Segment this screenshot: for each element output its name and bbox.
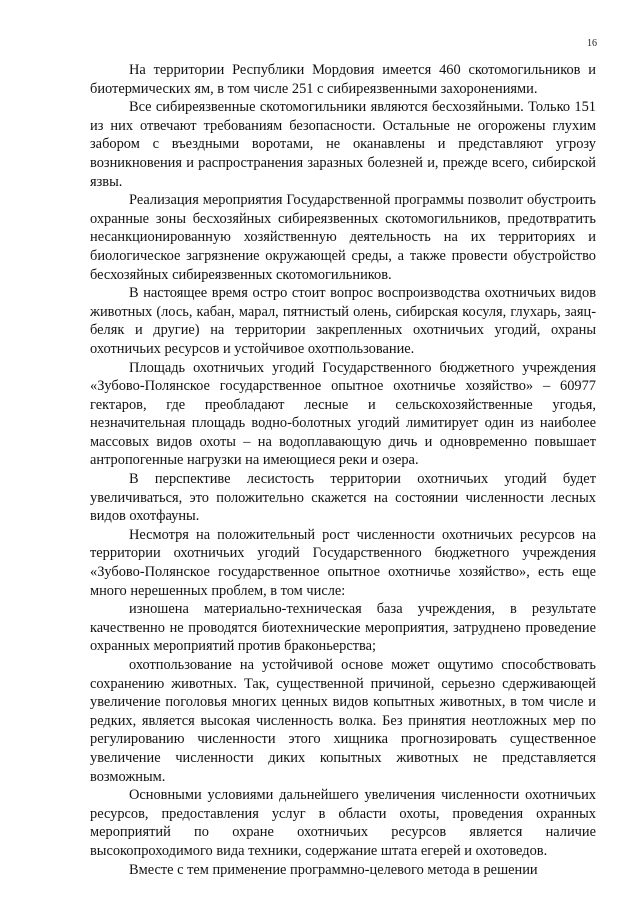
paragraph-program-method: Вместе с тем применение программно-целевого метода в решении bbox=[129, 861, 538, 878]
paragraph-unsolved-problems: Несмотря на положительный рост численности охотничьих ресурсов на территории охотничьих угодий Государственного бюджетного учреждения «Зубово-Полянское государственное опытное охотничье хозяйство», есть еще много нерешенных проблем, в том числе: bbox=[90, 526, 596, 599]
list-item-sustainable-hunting: охотпользование на устойчивой основе может ощутимо способствовать сохранению животных. Так, существенной причиной, серьезно сдерживающей увеличение поголовья многих ценных видов копытных животных, в том числе и редких, является высокая численность волка. Без принятия неотложных мер по регулированию численности этого хищника прогнозировать существенное увеличение численности диких копытных животных не представляется возможным. bbox=[90, 657, 596, 785]
paragraph-forest-cover-outlook: В перспективе лесистость территории охотничьих угодий будет увеличиваться, это положительно скажется на состоянии численности лесных видов охотфауны. bbox=[90, 471, 596, 525]
paragraph-cattle-burial-count: На территории Республики Мордовия имеется 460 скотомогильников и биотермических ям, в том числе 251 с сибиреязвенными захоронениями. bbox=[90, 62, 596, 97]
page-number: 16 bbox=[587, 38, 597, 49]
paragraph-main-conditions: Основными условиями дальнейшего увеличения численности охотничьих ресурсов, предоставления услуг в области охоты, проведения охранных мероприятий по охране охотничьих ресурсов является наличие высокопроходимого вида техники, содержание штата егерей и охотоведов. bbox=[90, 787, 596, 859]
paragraph-ownerless-burials: Все сибиреязвенные скотомогильники являются бесхозяйными. Только 151 из них отвечают требованиям безопасности. Остальные не огорожены глухим забором с въездными воротами, не оканавлены и представляют угрозу возникновения и распространения заразных болезней и, прежде всего, сибирской язвы. bbox=[90, 99, 596, 190]
list-item-worn-equipment: изношена материально-техническая база учреждения, в результате качественно не проводятся биотехнические мероприятия, затруднено проведение охранных мероприятий против браконьерства; bbox=[90, 601, 596, 655]
paragraph-hunting-grounds-area: Площадь охотничьих угодий Государственного бюджетного учреждения «Зубово-Полянское государственное опытное охотничье хозяйство» – 60977 гектаров, где преобладают лесные и сельскохозяйственные угодья, незначительная площадь водно-болотных угодий лимитирует один из наиболее массовых видов охоты – на водоплавающую дичь и одновременно повышает антропогенные нагрузки на имеющиеся реки и озера. bbox=[90, 359, 596, 469]
paragraph-game-reproduction: В настоящее время остро стоит вопрос воспроизводства охотничьих видов животных (лось, кабан, марал, пятнистый олень, сибирская косуля, глухарь, заяц-беляк и другие) на территории закрепленных охотничьих угодий, охраны охотничьих ресурсов и устойчивое охотпользование. bbox=[90, 285, 596, 357]
paragraph-program-implementation: Реализация мероприятия Государственной программы позволит обустроить охранные зоны бесхозяйных сибиреязвенных скотомогильников, предотвратить несанкционированную хозяйственную деятельность на их территориях и биологическое загрязнение окружающей среды, а также провести обустройство бесхозяйных сибиреязвенных скотомогильников. bbox=[90, 192, 596, 283]
document-body bbox=[90, 61, 596, 879]
